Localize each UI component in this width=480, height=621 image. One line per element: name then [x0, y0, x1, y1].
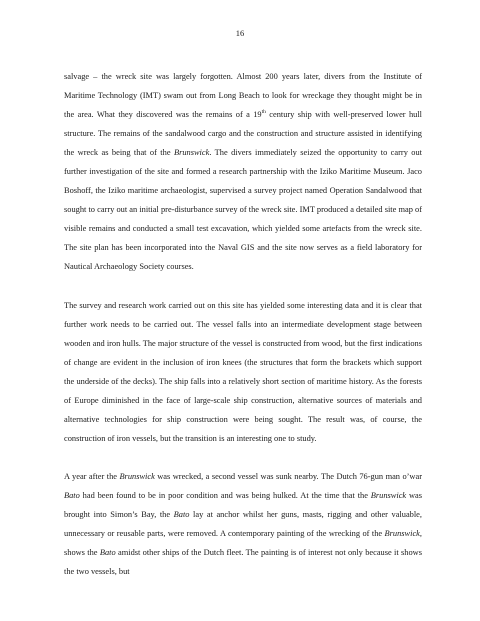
italic-ship-name: Brunswick — [173, 148, 210, 158]
text-run: was brought into Simon’s Bay, the — [64, 490, 422, 519]
paragraph — [64, 67, 422, 277]
italic-ship-name: Bato — [173, 509, 190, 519]
text-run: The survey and research work carried out on this site has yielded some interesting data and it is clear that further work needs to be carried out. The vessel falls into an intermediate development stage between wooden and iron hulls. The major structure of the vessel is constructed from wood, but the first indications of change are evident in the inclusion of iron knees (the structures that form the brackets which support the underside of the decks). The ship falls into a relatively short section of maritime history. As the forests of Europe diminished in the face of large-scale ship construction, alternative sources of materials and alternative technologies for ship construction were being sought. The result was, of course, the construction of iron vessels, but the transition is an interesting one to study. — [64, 300, 422, 443]
italic-ship-name: Brunswick — [119, 471, 155, 481]
page-number: 16 — [235, 28, 245, 38]
paragraph — [64, 467, 422, 581]
text-run: was wrecked, a second vessel was sunk nearby. The Dutch 76-gun man o’war — [154, 471, 422, 481]
text-run: , shows the — [64, 529, 422, 558]
text-run: A year after the — [64, 471, 120, 481]
text-run: century ship with well-preserved lower hull structure. The remains of the sandalwood cargo and the construction and structure assisted in identifying the wreck as being that of the — [64, 110, 422, 158]
body-text — [64, 67, 422, 581]
text-run: . The divers immediately seized the opportunity to carry out further investigation of the site and formed a research partnership with the Iziko Maritime Museum. Jaco Boshoff, the Iziko maritime archaeologist, supervised a survey project named Operation Sandalwood that sought to carry out an initial pre-disturbance survey of the wreck site. IMT produced a detailed site map of visible remains and conducted a small test excavation, which yielded some artefacts from the wreck site. The site plan has been incorporated into the Naval GIS and the site now serves as a field laboratory for Nautical Archaeology Society courses. — [64, 148, 422, 272]
text-run: salvage – the wreck site was largely forgotten. Almost 200 years later, divers from the Institute of Maritime Technology (IMT) swam out from Long Beach to look for wreckage they thought might be in the area. What they discovered was the remains of a 19 — [64, 72, 422, 120]
text-run: had been found to be in poor condition and was being hulked. At the time that the — [79, 490, 371, 500]
italic-ship-name: Brunswick — [370, 490, 407, 500]
text-run: amidst other ships of the Dutch fleet. The painting is of interest not only because it shows the two vessels, but — [64, 548, 422, 577]
superscript: th — [261, 109, 266, 116]
italic-ship-name: Brunswick — [384, 529, 420, 539]
italic-ship-name: Bato — [64, 490, 80, 500]
text-run: lay at anchor whilst her guns, masts, rigging and other valuable, unnecessary or reusable parts, were removed. A contemporary painting of the wrecking of the — [64, 509, 422, 539]
paragraph — [64, 296, 422, 448]
italic-ship-name: Bato — [99, 548, 116, 558]
